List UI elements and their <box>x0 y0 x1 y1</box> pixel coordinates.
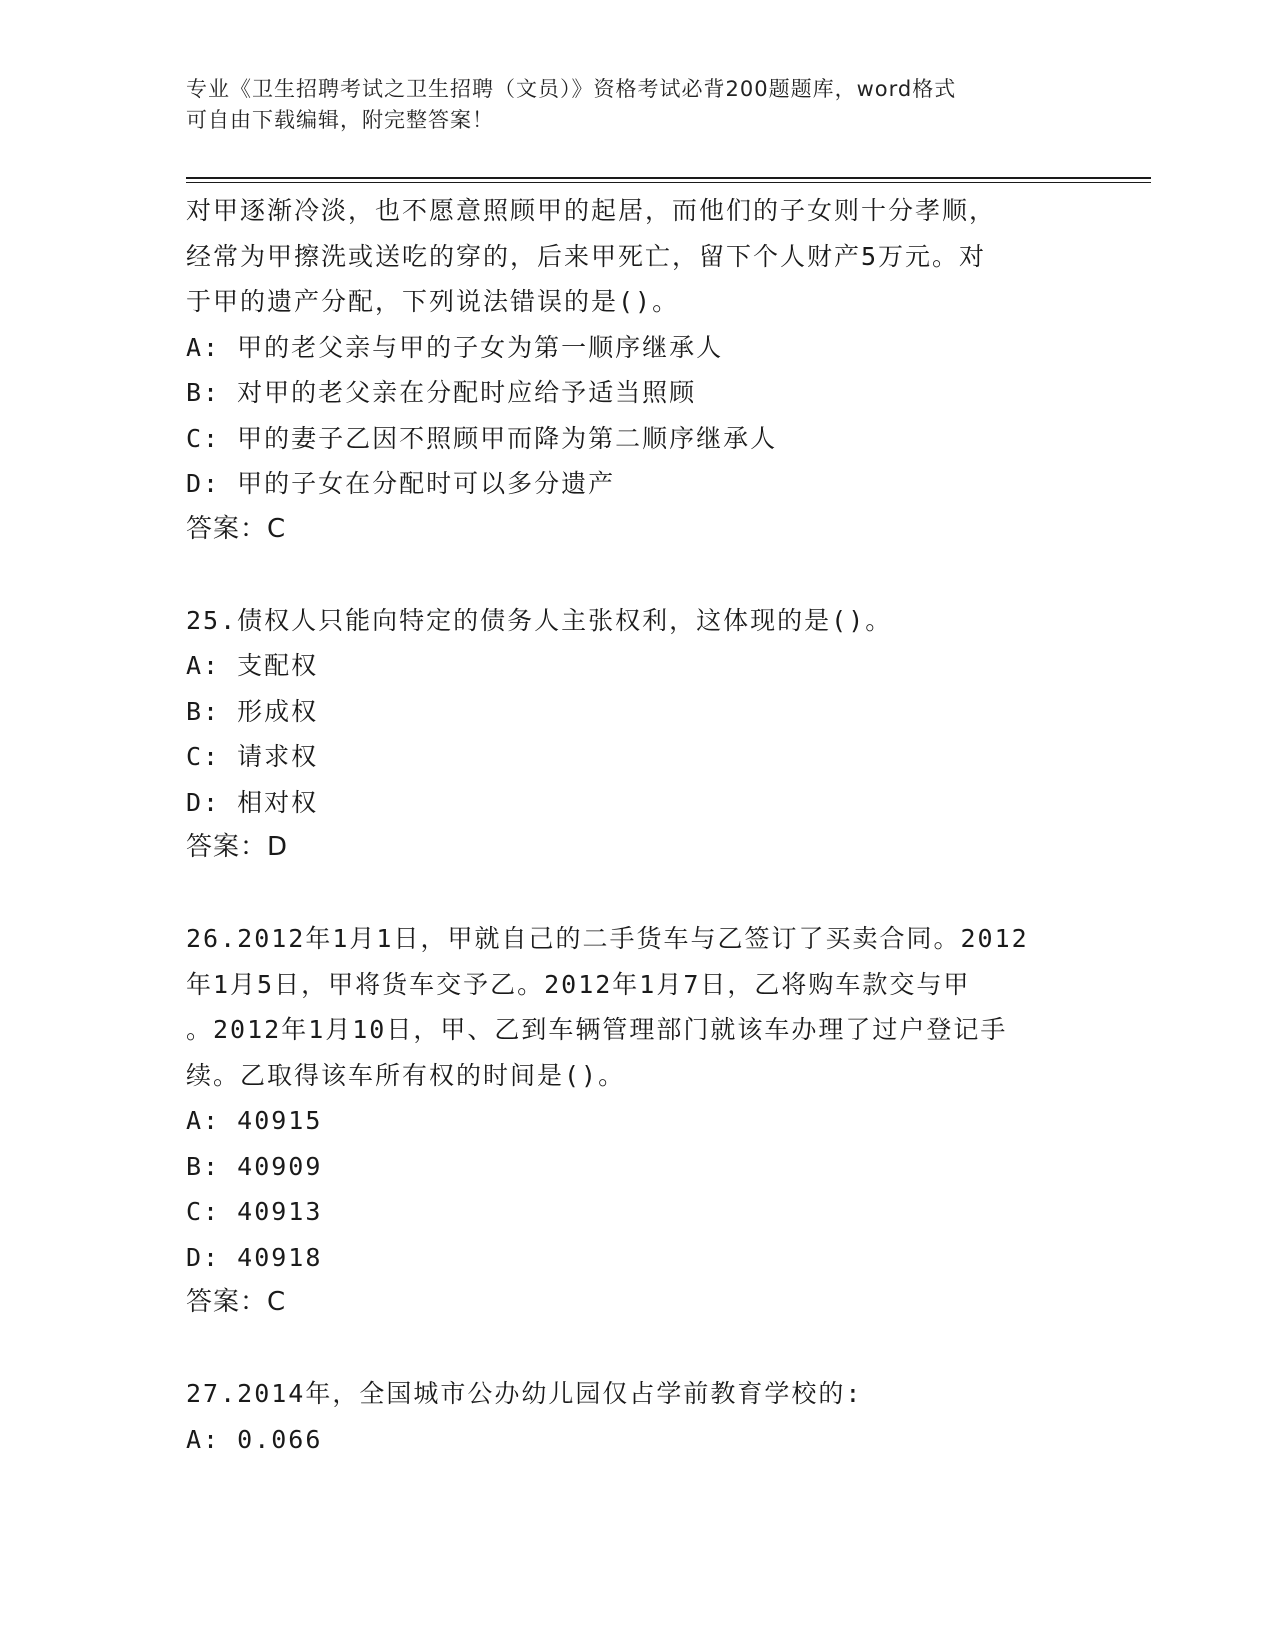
header-title-line-2: 可自由下载编辑，附完整答案！ <box>186 108 494 132</box>
header-title-line-1: 专业《卫生招聘考试之卫生招聘（文员）》资格考试必背200题题库，word格式 <box>186 77 957 101</box>
question-text-line: 25.债权人只能向特定的债务人主张权利，这体现的是()。 <box>186 605 893 635</box>
option-b: B: 形成权 <box>186 696 319 726</box>
spacer <box>186 1326 1086 1372</box>
answer-line: 答案：C <box>186 1287 287 1317</box>
question-text-line: 年1月5日，甲将货车交予乙。2012年1月7日，乙将购车款交与甲 <box>186 969 971 999</box>
question-text-line: 续。乙取得该车所有权的时间是()。 <box>186 1060 626 1090</box>
option-d: D: 相对权 <box>186 787 319 817</box>
question-text-line: 于甲的遗产分配，下列说法错误的是()。 <box>186 287 680 316</box>
question-text-line: 对甲逐渐冷淡，也不愿意照顾甲的起居，而他们的子女则十分孝顺， <box>186 196 997 225</box>
option-d: D: 40918 <box>186 1242 323 1272</box>
spacer <box>186 552 1086 598</box>
question-text-line: 27.2014年，全国城市公办幼儿园仅占学前教育学校的: <box>186 1379 863 1408</box>
question-26 <box>186 916 1086 1326</box>
header-divider-thick <box>186 177 1151 179</box>
option-b: B: 对甲的老父亲在分配时应给予适当照顾 <box>186 378 697 407</box>
option-c: C: 40913 <box>186 1197 323 1226</box>
option-c: C: 甲的妻子乙因不照顾甲而降为第二顺序继承人 <box>186 423 778 453</box>
option-b: B: 40909 <box>186 1151 323 1181</box>
question-27 <box>186 1371 1086 1462</box>
answer-line: 答案：D <box>186 832 289 862</box>
question-text-line: 。2012年1月10日，甲、乙到车辆管理部门就该车办理了过户登记手 <box>186 1015 1008 1044</box>
option-d: D: 甲的子女在分配时可以多分遗产 <box>186 469 616 498</box>
document-header <box>186 74 1066 136</box>
question-text-line: 26.2012年1月1日，甲就自己的二手货车与乙签订了买卖合同。2012 <box>186 924 1029 953</box>
answer-line: 答案：C <box>186 513 287 544</box>
question-25 <box>186 598 1086 871</box>
header-divider-thin <box>186 182 1151 183</box>
spacer <box>186 871 1086 917</box>
option-a: A: 0.066 <box>186 1424 323 1454</box>
option-a: A: 支配权 <box>186 651 319 680</box>
question-text-line: 经常为甲擦洗或送吃的穿的，后来甲死亡，留下个人财产5万元。对 <box>186 241 987 271</box>
option-a: A: 甲的老父亲与甲的子女为第一顺序继承人 <box>186 332 724 362</box>
option-a: A: 40915 <box>186 1106 323 1135</box>
question-24 <box>186 188 1086 552</box>
question-content <box>186 188 1086 1462</box>
option-c: C: 请求权 <box>186 742 319 771</box>
